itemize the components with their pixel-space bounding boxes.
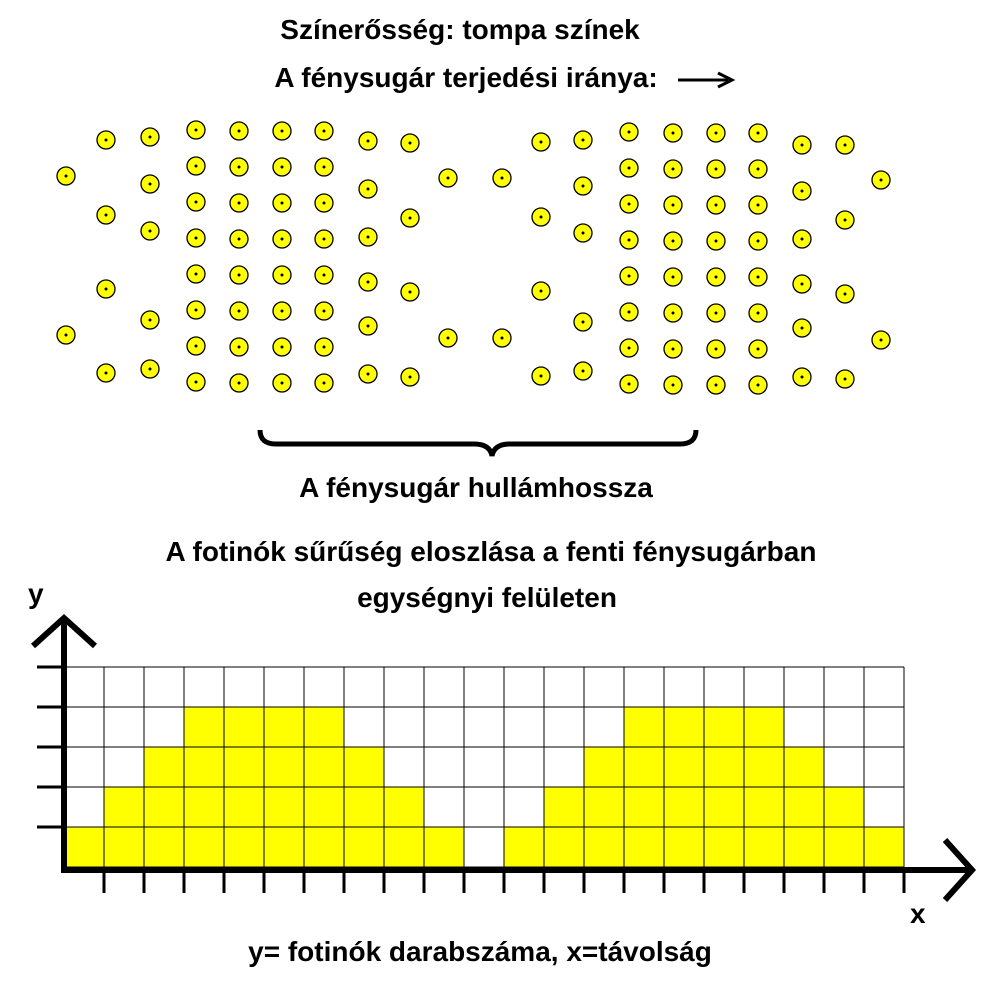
photon-dot-icon: [664, 340, 682, 358]
photon-dot-icon: [707, 268, 725, 286]
photon-dot-icon: [749, 232, 767, 250]
photon-dot-icon: [315, 266, 333, 284]
bar: [864, 827, 904, 867]
photon-dot-icon: [532, 282, 550, 300]
photon-dot-icon: [230, 302, 248, 320]
photon-dot-icon: [273, 374, 291, 392]
photon-dot-icon: [493, 329, 511, 347]
photon-dot-icon: [793, 230, 811, 248]
photon-dot-icon: [141, 128, 159, 146]
photon-dot-icon: [57, 167, 75, 185]
photon-dot-icon: [872, 331, 890, 349]
photon-dot-icon: [574, 224, 592, 242]
photon-dot-icon: [230, 338, 248, 356]
bar: [344, 747, 384, 867]
photon-dot-icon: [620, 123, 638, 141]
photon-dot-icon: [707, 196, 725, 214]
photon-dot-icon: [620, 375, 638, 393]
bar: [504, 827, 544, 867]
photon-dot-icon: [401, 368, 419, 386]
photon-dot-icon: [620, 195, 638, 213]
photon-dot-icon: [532, 133, 550, 151]
photon-dot-icon: [97, 206, 115, 224]
photon-dot-icon: [749, 160, 767, 178]
photon-dot-icon: [230, 230, 248, 248]
photon-dot-icon: [97, 131, 115, 149]
photon-dot-icon: [273, 194, 291, 212]
photon-dot-icon: [532, 367, 550, 385]
photon-dot-icon: [315, 194, 333, 212]
direction-label: A fénysugár terjedési iránya:: [274, 62, 658, 93]
photon-dot-icon: [707, 160, 725, 178]
photon-dot-icon: [315, 230, 333, 248]
photon-dot-icon: [230, 374, 248, 392]
photon-dot-icon: [836, 370, 854, 388]
photon-dot-icon: [836, 285, 854, 303]
photon-dot-icon: [836, 211, 854, 229]
photon-dot-icon: [401, 134, 419, 152]
photon-dot-icon: [620, 303, 638, 321]
photon-dot-icon: [620, 339, 638, 357]
photon-dot-icon: [401, 209, 419, 227]
photon-dot-icon: [141, 360, 159, 378]
photon-dot-icon: [187, 301, 205, 319]
photon-dot-icon: [273, 302, 291, 320]
photon-dot-icon: [749, 340, 767, 358]
photon-dot-icon: [664, 232, 682, 250]
bar: [784, 747, 824, 867]
photon-dot-icon: [749, 376, 767, 394]
wavelength-brace: [260, 430, 696, 456]
photon-dot-icon: [230, 158, 248, 176]
photon-dot-icon: [273, 338, 291, 356]
photon-dot-icon: [493, 169, 511, 187]
photon-dot-icon: [574, 362, 592, 380]
photon-dot-icon: [532, 208, 550, 226]
photon-dot-icon: [620, 231, 638, 249]
photon-dot-icon: [359, 228, 377, 246]
photon-dot-icon: [664, 304, 682, 322]
photon-dot-icon: [57, 326, 75, 344]
photon-dot-icon: [359, 317, 377, 335]
photon-dot-icon: [749, 124, 767, 142]
photon-dot-icon: [273, 266, 291, 284]
wavelength-label: A fénysugár hullámhossza: [299, 472, 653, 503]
photon-dot-icon: [315, 122, 333, 140]
photon-dot-icon: [664, 160, 682, 178]
photon-dot-icon: [707, 376, 725, 394]
photon-dot-icon: [664, 124, 682, 142]
photon-dot-icon: [707, 124, 725, 142]
photon-density-chart: [33, 618, 972, 900]
photon-dot-icon: [141, 175, 159, 193]
photon-dot-icon: [749, 196, 767, 214]
bar: [144, 747, 184, 867]
bar: [584, 747, 624, 867]
photon-dot-icon: [793, 319, 811, 337]
photon-beam: [57, 121, 890, 394]
photon-dot-icon: [187, 373, 205, 391]
chart-title-line-1: A fotinók sűrűség eloszlása a fenti fénysugárban: [165, 536, 817, 567]
photon-dot-icon: [439, 329, 457, 347]
photon-dot-icon: [187, 337, 205, 355]
photon-dot-icon: [359, 365, 377, 383]
bar: [424, 827, 464, 867]
x-axis-label: x: [910, 898, 926, 929]
photon-dot-icon: [187, 193, 205, 211]
intensity-title: Színerősség: tompa színek: [280, 14, 640, 45]
photon-dot-icon: [315, 338, 333, 356]
bar: [64, 827, 104, 867]
photon-dot-icon: [749, 268, 767, 286]
photon-dot-icon: [359, 180, 377, 198]
photon-dot-icon: [315, 302, 333, 320]
photon-dot-icon: [749, 304, 767, 322]
photon-dot-icon: [230, 266, 248, 284]
photon-dot-icon: [664, 268, 682, 286]
photon-dot-icon: [620, 159, 638, 177]
photon-dot-icon: [187, 265, 205, 283]
photon-dot-icon: [707, 232, 725, 250]
photon-dot-icon: [872, 171, 890, 189]
photon-dot-icon: [401, 283, 419, 301]
photon-dot-icon: [574, 313, 592, 331]
photon-dot-icon: [141, 311, 159, 329]
photon-dot-icon: [230, 122, 248, 140]
photon-dot-icon: [273, 230, 291, 248]
photon-dot-icon: [439, 169, 457, 187]
chart-title-line-2: egységnyi felületen: [357, 582, 617, 613]
photon-dot-icon: [97, 364, 115, 382]
photon-dot-icon: [230, 194, 248, 212]
photon-dot-icon: [359, 132, 377, 150]
photon-dot-icon: [707, 304, 725, 322]
photon-dot-icon: [620, 267, 638, 285]
photon-dot-icon: [793, 368, 811, 386]
photon-dot-icon: [187, 229, 205, 247]
photon-dot-icon: [836, 136, 854, 154]
photon-dot-icon: [664, 196, 682, 214]
photon-dot-icon: [187, 121, 205, 139]
photon-dot-icon: [664, 376, 682, 394]
photon-dot-icon: [141, 222, 159, 240]
photon-dot-icon: [315, 158, 333, 176]
photon-dot-icon: [187, 157, 205, 175]
photon-dot-icon: [273, 158, 291, 176]
photon-dot-icon: [793, 275, 811, 293]
photon-dot-icon: [574, 177, 592, 195]
photon-dot-icon: [273, 122, 291, 140]
photon-dot-icon: [793, 182, 811, 200]
photon-dot-icon: [707, 340, 725, 358]
photon-dot-icon: [315, 374, 333, 392]
y-axis-label: y: [28, 578, 44, 609]
photon-dot-icon: [359, 273, 377, 291]
photon-dot-icon: [793, 136, 811, 154]
right-arrow-icon: [678, 73, 732, 87]
photon-dot-icon: [97, 280, 115, 298]
axis-caption: y= fotinók darabszáma, x=távolság: [248, 936, 712, 967]
photon-dot-icon: [574, 131, 592, 149]
